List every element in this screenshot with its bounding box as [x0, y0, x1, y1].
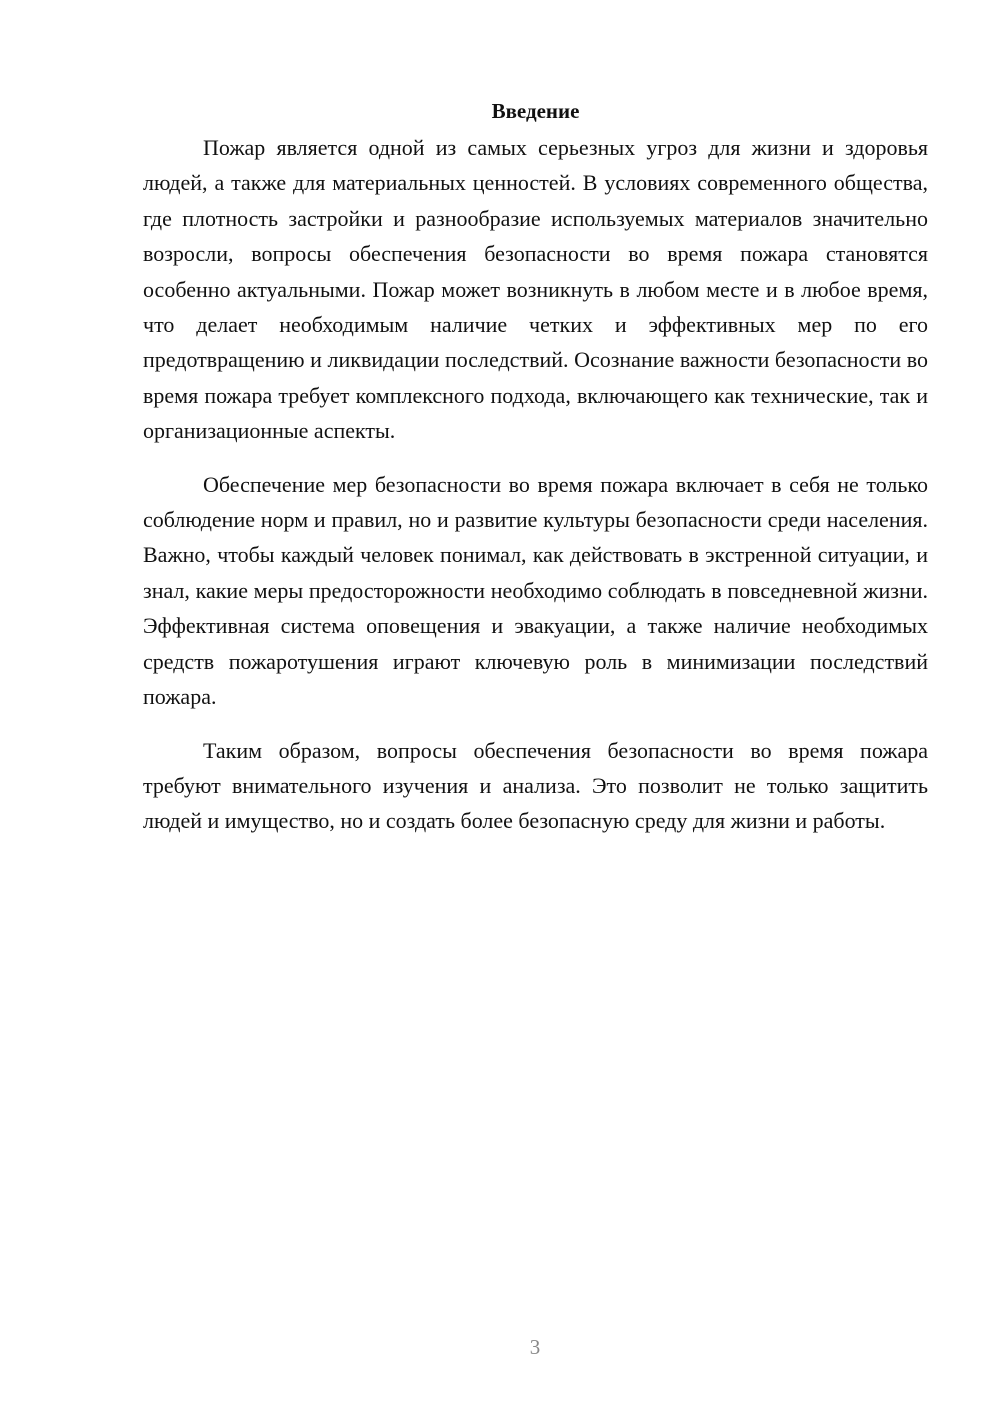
paragraph-3: Таким образом, вопросы обеспечения безопасности во время пожара требуют внимательного изучения и анализа. Это позволит не только защитить людей и имущество, но и создать более безопасную среду для жизни и работы.: [143, 737, 928, 834]
paragraph-2: Обеспечение мер безопасности во время пожара включает в себя не только соблюдение норм и правил, но и развитие культуры безопасности среди населения. Важно, чтобы каждый человек понимал, как действовать в экстренной ситуации, и знал, какие меры предосторожности необходимо соблюдать в повседневной жизни. Эффективная система оповещения и эвакуации, а также наличие необходимых средств пожаротушения играют ключевую роль в минимизации последствий пожара.: [143, 471, 928, 710]
page-number: 3: [529, 1335, 541, 1359]
page-content: [143, 95, 928, 839]
section-heading: Введение: [491, 99, 580, 123]
paragraph-1: Пожар является одной из самых серьезных угроз для жизни и здоровья людей, а также для материальных ценностей. В условиях современного общества, где плотность застройки и разнообразие используемых материалов значительно возросли, вопросы обеспечения безопасности во время пожара становятся особенно актуальными. Пожар может возникнуть в любом месте и в любое время, что делает необходимым наличие четких и эффективных мер по его предотвращению и ликвидации последствий. Осознание важности безопасности во время пожара требует комплексного подхода, включающего как технические, так и организационные аспекты.: [143, 135, 928, 444]
